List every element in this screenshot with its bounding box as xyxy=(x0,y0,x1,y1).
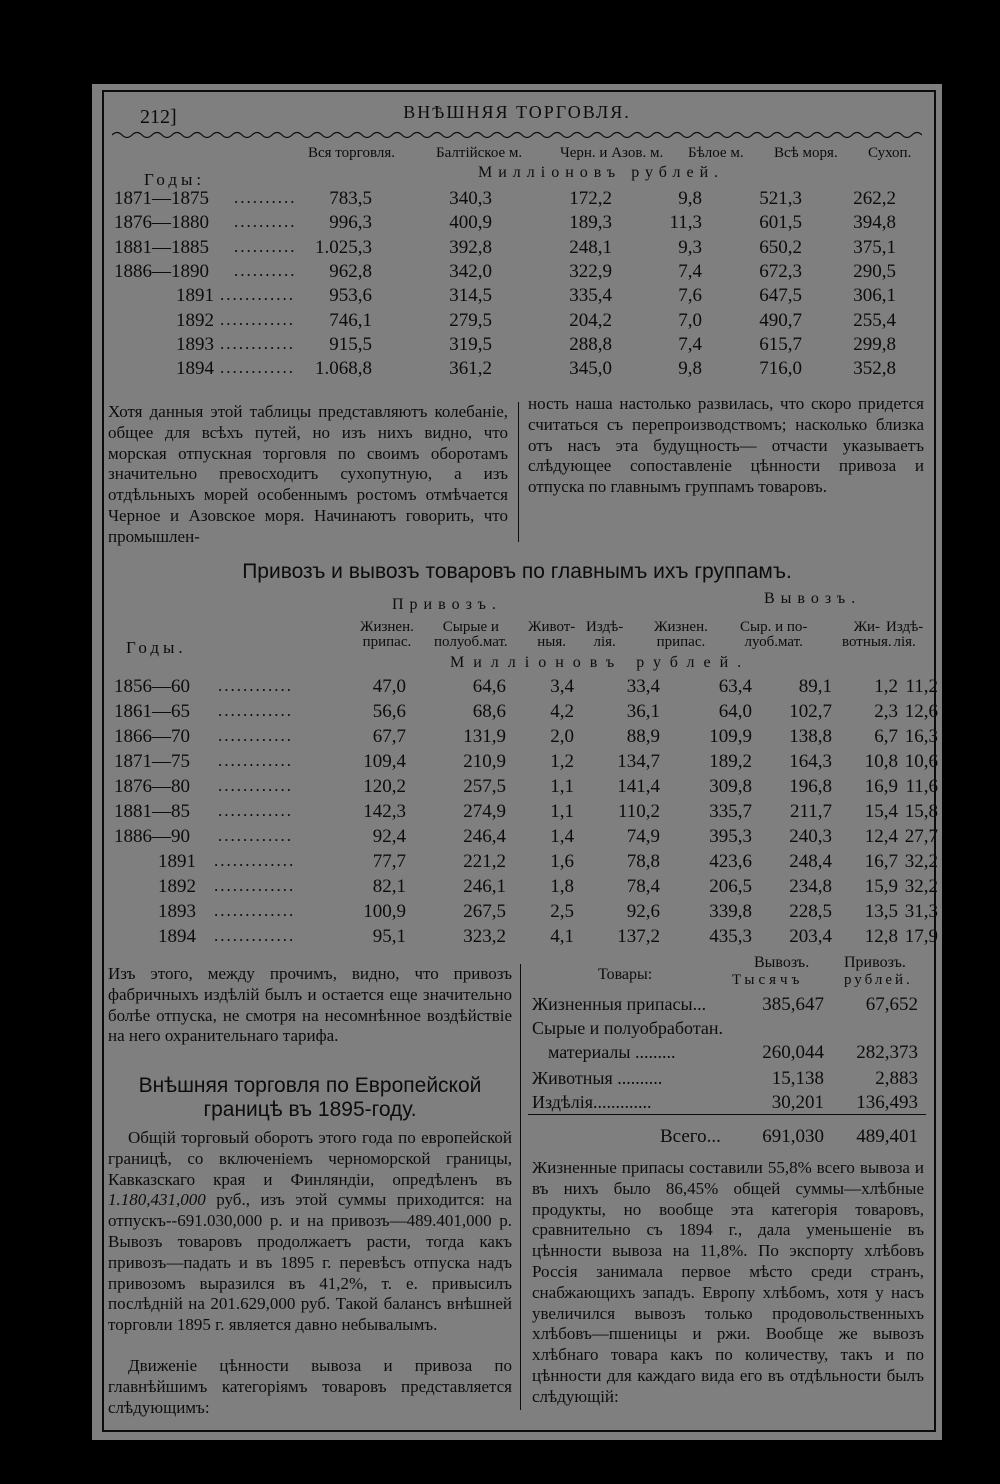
table-cell: 10,8 xyxy=(864,751,898,772)
col-header xyxy=(740,620,807,650)
import-label: Привозъ. xyxy=(392,596,502,613)
table-cell: 10,6 xyxy=(904,751,938,772)
table-cell: 74,9 xyxy=(626,826,660,847)
table-cell: 7,4 xyxy=(678,333,702,355)
table-cell: 246,1 xyxy=(463,876,506,897)
import-header: Привозъ. xyxy=(844,954,906,971)
table-cell: 953,6 xyxy=(329,285,372,307)
col-header-line: лія. xyxy=(593,634,616,650)
leader-dots: ............ xyxy=(220,333,295,353)
leader-dots: ............ xyxy=(218,801,293,820)
row-header: Годы: xyxy=(144,170,206,189)
leader-dots: ............. xyxy=(214,876,296,895)
table-cell: 141,4 xyxy=(617,776,660,797)
leader-dots: ............. xyxy=(214,901,296,920)
table-cell: 172,2 xyxy=(569,188,612,209)
table-cell: 9,8 xyxy=(678,188,702,209)
col-header-line: ныя. xyxy=(537,634,567,650)
table-cell: 615,7 xyxy=(759,333,802,355)
table-cell: 11,3 xyxy=(669,212,702,234)
table-cell: 246,4 xyxy=(463,826,506,847)
document-page xyxy=(92,84,942,1440)
row-label: 1893 xyxy=(176,333,214,355)
table-cell: 1,1 xyxy=(550,776,574,797)
table-cell: 996,3 xyxy=(329,212,372,234)
table-cell: 17,9 xyxy=(904,926,938,947)
table-cell: 345,0 xyxy=(569,358,612,380)
row-label: Жизненныя припасы... xyxy=(532,994,707,1014)
table-cell: 92,6 xyxy=(626,901,660,922)
row-label: 1891 xyxy=(158,851,196,872)
page-number: 212] xyxy=(140,106,177,128)
col-header-line: припас. xyxy=(362,634,412,650)
column-rule xyxy=(520,964,521,1410)
table-cell: 67,7 xyxy=(372,726,406,747)
table-cell: 915,5 xyxy=(329,333,372,355)
table-cell: 783,5 xyxy=(329,188,372,209)
row-label: Сырые и полуобработан. xyxy=(532,1018,724,1038)
table-cell: 203,4 xyxy=(789,926,832,947)
paragraph: Изъ этого, между прочимъ, видно, что привозъ фабричныхъ издѣлій былъ и остается еще значительно болѣе отпуска, не смотря на несомнѣнное воздѣйствіе на него охранительнаго тарифа. xyxy=(108,964,512,1046)
row-label: 1886—1890 xyxy=(114,260,209,282)
row-label: 1881—1885 xyxy=(114,236,209,258)
col-header-line: Издѣ- xyxy=(886,619,924,635)
col-header-line: Жизнен. xyxy=(360,619,414,635)
col-header-line: припас. xyxy=(656,634,706,650)
row-header: Годы. xyxy=(126,638,187,657)
table-cell: 4,1 xyxy=(550,926,574,947)
table-cell: 100,9 xyxy=(363,901,406,922)
paragraph: Движеніе цѣнности вывоза и привоза по главнѣйшимъ категоріямъ товаровъ представляется слѣдующимъ: xyxy=(108,1356,512,1417)
table-cell: 962,8 xyxy=(329,260,372,282)
table-cell: 13,5 xyxy=(864,901,898,922)
table-cell: 109,9 xyxy=(709,726,752,747)
table-cell: 2,3 xyxy=(874,701,898,722)
table-cell: 12,6 xyxy=(904,701,938,722)
leader-dots: .......... xyxy=(234,260,297,280)
table-cell: 211,7 xyxy=(789,801,832,822)
row-label: Издѣлія............. xyxy=(532,1092,652,1112)
table-cell: 136,493 xyxy=(856,1092,918,1113)
col-header: Бѣлое м. xyxy=(688,145,744,161)
table-cell: 196,8 xyxy=(789,776,832,797)
col-header-line: Сыр. и по- xyxy=(740,619,808,635)
table-cell: 1,2 xyxy=(874,676,898,697)
table-cell: 15,8 xyxy=(904,801,938,822)
table-cell: 262,2 xyxy=(853,188,896,209)
col-header-line: Живот- xyxy=(528,619,576,635)
table-cell: 110,2 xyxy=(617,801,660,822)
col-header-line: Жи- xyxy=(853,619,881,635)
leader-dots: ............ xyxy=(220,285,295,305)
table-cell: 7,0 xyxy=(678,309,702,331)
table-cell: 7,6 xyxy=(678,285,702,307)
paragraph: Жизненные припасы составили 55,8% всего вывоза и въ нихъ было 86,45% общей суммы—хлѣбные продукты, но вообще эта категорія товаровъ, сравнительно съ 1894 г., дала уменьшеніе въ цѣнности вывоза на 11,8%. По экспорту хлѣбовъ Россія занимала первое мѣсто среди странъ, снабжающихъ западъ. Европу хлѣбомъ, хотя у насъ увеличился вывозъ только продовольственныхъ хлѣбовъ—пшеницы и ржи. Вообще же вывозъ хлѣбнаго товара какъ по количеству, такъ и по цѣнности для каждаго вида его въ отдѣльности былъ слѣдующій: xyxy=(532,1158,924,1406)
row-label: 1856—60 xyxy=(114,676,190,697)
row-label: 1891 xyxy=(176,285,214,307)
table-cell: 189,2 xyxy=(709,751,752,772)
table-cell: 102,7 xyxy=(789,701,832,722)
table-cell: 16,7 xyxy=(864,851,898,872)
table-cell: 27,7 xyxy=(904,826,938,847)
table-cell: 137,2 xyxy=(617,926,660,947)
table-cell: 274,9 xyxy=(463,801,506,822)
table-cell: 11,2 xyxy=(905,676,938,697)
table-cell: 2,0 xyxy=(550,726,574,747)
paragraph-right: ность наша настолько развилась, что скоро придется считаться съ перепроизводствомъ; насколько близка отъ насъ эта будущность— отчасти указываетъ слѣдующее сопоставленіе цѣнности привоза и отпуска по главнымъ группамъ товаровъ. xyxy=(528,394,924,497)
table-cell: 1.025,3 xyxy=(315,236,372,258)
leader-dots: ............ xyxy=(220,358,295,378)
col-header-line: луоб.мат. xyxy=(744,634,803,650)
table-cell: 385,647 xyxy=(762,994,824,1015)
leader-dots: ............ xyxy=(220,309,295,329)
table-cell: 306,1 xyxy=(853,285,896,307)
table-cell: 33,4 xyxy=(626,676,660,697)
table-cell: 335,7 xyxy=(709,801,752,822)
table-cell: 392,8 xyxy=(449,236,492,258)
col-header: Черн. и Азов. м. xyxy=(560,145,664,161)
col-header-line: Сырые и xyxy=(442,619,499,635)
leader-dots: ............ xyxy=(218,726,293,745)
total-rule xyxy=(528,1114,926,1115)
table-cell: 206,5 xyxy=(709,876,752,897)
units-label: Милліоновъ рублей. xyxy=(450,654,751,671)
table-cell: 77,7 xyxy=(372,851,406,872)
total-label: Всего... xyxy=(660,1126,721,1147)
table-cell: 322,9 xyxy=(569,260,612,282)
table-cell: 7,4 xyxy=(678,260,702,282)
col-header-line: Жизнен. xyxy=(654,619,708,635)
table-cell: 490,7 xyxy=(759,309,802,331)
leader-dots: ............ xyxy=(218,776,293,795)
table-cell: 257,5 xyxy=(463,776,506,797)
table-cell: 131,9 xyxy=(463,726,506,747)
table-cell: 47,0 xyxy=(372,676,406,697)
table-cell: 36,1 xyxy=(626,701,660,722)
leader-dots: ............ xyxy=(218,826,293,845)
leader-dots: .......... xyxy=(234,188,297,207)
goods-header: Товары: xyxy=(598,966,653,983)
col-header-line: Издѣ- xyxy=(586,619,624,635)
table-cell: 309,8 xyxy=(709,776,752,797)
col-header-line: вотныя. xyxy=(842,634,892,650)
table-cell: 15,4 xyxy=(864,801,898,822)
table-cell: 16,9 xyxy=(864,776,898,797)
leader-dots: ............ xyxy=(218,701,293,720)
table-cell: 1.068,8 xyxy=(315,358,372,380)
table-cell: 260,044 xyxy=(762,1042,824,1063)
table-cell: 78,4 xyxy=(626,876,660,897)
table-cell: 67,652 xyxy=(865,994,918,1015)
table-cell: 395,3 xyxy=(709,826,752,847)
export-label: Вывозъ. xyxy=(764,590,862,607)
col-header xyxy=(586,620,623,650)
table-cell: 716,0 xyxy=(759,358,802,380)
paragraph: Общій торговый оборотъ этого года по европейской границѣ, со включеніемъ черноморской границы, Кавказскаго края и Финляндіи, опредѣленъ въ 1.180,431,000 руб., изъ этой суммы приходится: на отпускъ--691.030,000 р. и на привозъ—489.401,000 р. Вывозъ товаровъ продолжаетъ расти, тогда какъ привозъ—падать и въ 1895 г. перевѣсъ отпуска надъ привозомъ выразился въ 41,2%, т. е. привысилъ послѣдній на 201.629,000 руб. Такой балансъ внѣшней торговли 1895 г. является давно небывалымъ. xyxy=(108,1128,513,1335)
leader-dots: .......... xyxy=(234,236,297,256)
table-cell: 228,5 xyxy=(789,901,832,922)
table-cell: 248,1 xyxy=(569,236,612,258)
table-cell: 2,883 xyxy=(875,1068,918,1089)
table-cell: 142,3 xyxy=(363,801,406,822)
table-cell: 89,1 xyxy=(798,676,832,697)
heading-line: Внѣшняя торговля по Европейской xyxy=(138,1074,482,1097)
running-title: ВНѢШНЯЯ ТОРГОВЛЯ. xyxy=(403,102,631,122)
table-cell: 1,6 xyxy=(550,851,574,872)
table-cell: 32,2 xyxy=(904,876,938,897)
table-cell: 210,9 xyxy=(463,751,506,772)
col-header xyxy=(360,620,414,650)
table-cell: 11,6 xyxy=(905,776,938,797)
table-cell: 1,2 xyxy=(550,751,574,772)
leader-dots: .......... xyxy=(234,212,297,232)
units-label: Милліоновъ рублей. xyxy=(478,164,725,181)
table-cell: 189,3 xyxy=(569,212,612,234)
heading-line: границѣ въ 1895-году. xyxy=(203,1098,417,1121)
table-cell: 63,4 xyxy=(718,676,752,697)
table-cell: 601,5 xyxy=(759,212,802,234)
table-cell: 2,5 xyxy=(550,901,574,922)
row-label: 1876—80 xyxy=(114,776,190,797)
table-cell: 1,4 xyxy=(550,826,574,847)
leader-dots: ............. xyxy=(214,926,296,945)
table-cell: 68,6 xyxy=(472,701,506,722)
table-cell: 746,1 xyxy=(329,309,372,331)
row-label: 1892 xyxy=(176,309,214,331)
table-cell: 267,5 xyxy=(463,901,506,922)
table-cell: 672,3 xyxy=(759,260,802,282)
column-rule xyxy=(518,402,519,542)
row-label: 1871—1875 xyxy=(114,188,209,209)
units-left: Тысячъ xyxy=(732,972,804,988)
col-header-line: лія. xyxy=(893,634,916,650)
col-header xyxy=(654,620,708,650)
table-cell: 340,3 xyxy=(449,188,492,209)
col-header: Сухоп. xyxy=(868,145,912,161)
col-header-line: полуоб.мат. xyxy=(434,634,508,650)
table-cell: 88,9 xyxy=(626,726,660,747)
table-cell: 248,4 xyxy=(789,851,832,872)
table-cell: 4,2 xyxy=(550,701,574,722)
table-cell: 319,5 xyxy=(449,333,492,355)
row-label: 1892 xyxy=(158,876,196,897)
table-cell: 16,3 xyxy=(904,726,938,747)
table-cell: 120,2 xyxy=(363,776,406,797)
table-cell: 109,4 xyxy=(363,751,406,772)
table-cell: 9,8 xyxy=(678,358,702,380)
table-cell: 335,4 xyxy=(569,285,612,307)
col-header xyxy=(434,620,508,650)
table-cell: 32,2 xyxy=(904,851,938,872)
table-cell: 78,8 xyxy=(626,851,660,872)
col-header: Всѣ моря. xyxy=(774,145,838,161)
table-cell: 95,1 xyxy=(372,926,406,947)
leader-dots: ............ xyxy=(218,751,293,770)
table-cell: 435,3 xyxy=(709,926,752,947)
row-label: Животныя .......... xyxy=(532,1068,663,1088)
wavy-divider xyxy=(112,130,922,140)
table-cell: 255,4 xyxy=(853,309,896,331)
table-cell: 164,3 xyxy=(789,751,832,772)
table-cell: 299,8 xyxy=(853,333,896,355)
row-label: 1894 xyxy=(158,926,196,947)
table-cell: 279,5 xyxy=(449,309,492,331)
table-cell: 15,138 xyxy=(771,1068,824,1089)
table-cell: 1,8 xyxy=(550,876,574,897)
table-cell: 134,7 xyxy=(617,751,660,772)
table-cell: 521,3 xyxy=(759,188,802,209)
table-cell: 221,2 xyxy=(463,851,506,872)
table-cell: 204,2 xyxy=(569,309,612,331)
row-label: 1876—1880 xyxy=(114,212,209,234)
export-header: Вывозъ. xyxy=(754,954,810,971)
table-cell: 288,8 xyxy=(569,333,612,355)
table-cell: 282,373 xyxy=(856,1042,918,1063)
table-cell: 647,5 xyxy=(759,285,802,307)
table-cell: 342,0 xyxy=(449,260,492,282)
table-cell: 12,8 xyxy=(864,926,898,947)
total-export: 691,030 xyxy=(762,1126,824,1147)
leader-dots: ............ xyxy=(218,676,293,695)
table-cell: 64,0 xyxy=(718,701,752,722)
paragraph-left: Хотя данныя этой таблицы представляютъ колебаніе, общее для всѣхъ путей, но изъ нихъ видно, что морская отпускная торговля по своимъ оборотамъ значительно превосходитъ сухопутную, а изъ отдѣльныхъ морей особеннымъ ростомъ отмѣчается Черное и Азовское моря. Начинаютъ говорить, что промышлен- xyxy=(108,402,508,546)
row-label: 1866—70 xyxy=(114,726,190,747)
units-right: рублей. xyxy=(844,972,913,988)
row-label: 1871—75 xyxy=(114,751,190,772)
col-header xyxy=(528,620,575,650)
table-cell: 1,1 xyxy=(550,801,574,822)
table-cell: 650,2 xyxy=(759,236,802,258)
table-cell: 30,201 xyxy=(771,1092,824,1113)
table-cell: 290,5 xyxy=(853,260,896,282)
table-cell: 9,3 xyxy=(678,236,702,258)
table-cell: 339,8 xyxy=(709,901,752,922)
table-cell: 352,8 xyxy=(853,358,896,380)
row-label: 1893 xyxy=(158,901,196,922)
table-cell: 138,8 xyxy=(789,726,832,747)
table-cell: 394,8 xyxy=(853,212,896,234)
table-cell: 361,2 xyxy=(449,358,492,380)
table-cell: 375,1 xyxy=(853,236,896,258)
col-header xyxy=(842,620,892,650)
table-cell: 15,9 xyxy=(864,876,898,897)
row-label: 1894 xyxy=(176,358,214,380)
table-cell: 12,4 xyxy=(864,826,898,847)
table-cell: 64,6 xyxy=(472,676,506,697)
table-cell: 240,3 xyxy=(789,826,832,847)
table-cell: 400,9 xyxy=(449,212,492,234)
table-cell: 314,5 xyxy=(449,285,492,307)
table-cell: 31,3 xyxy=(904,901,938,922)
table-cell: 3,4 xyxy=(550,676,574,697)
total-import: 489,401 xyxy=(856,1126,918,1147)
row-label: материалы ......... xyxy=(548,1042,676,1062)
leader-dots: ............. xyxy=(214,851,296,870)
table-cell: 56,6 xyxy=(372,701,406,722)
col-header: Балтійское м. xyxy=(436,145,523,161)
col-header: Вся торговля. xyxy=(308,145,395,161)
table-cell: 82,1 xyxy=(372,876,406,897)
table-cell: 92,4 xyxy=(372,826,406,847)
table-cell: 323,2 xyxy=(463,926,506,947)
section-heading: Привозъ и вывозъ товаровъ по главнымъ ихъ группамъ. xyxy=(242,560,792,583)
row-label: 1881—85 xyxy=(114,801,190,822)
table-cell: 234,8 xyxy=(789,876,832,897)
section-heading xyxy=(108,1074,512,1122)
table-cell: 423,6 xyxy=(709,851,752,872)
table-cell: 6,7 xyxy=(874,726,898,747)
col-header xyxy=(886,620,923,650)
row-label: 1861—65 xyxy=(114,701,190,722)
row-label: 1886—90 xyxy=(114,826,190,847)
